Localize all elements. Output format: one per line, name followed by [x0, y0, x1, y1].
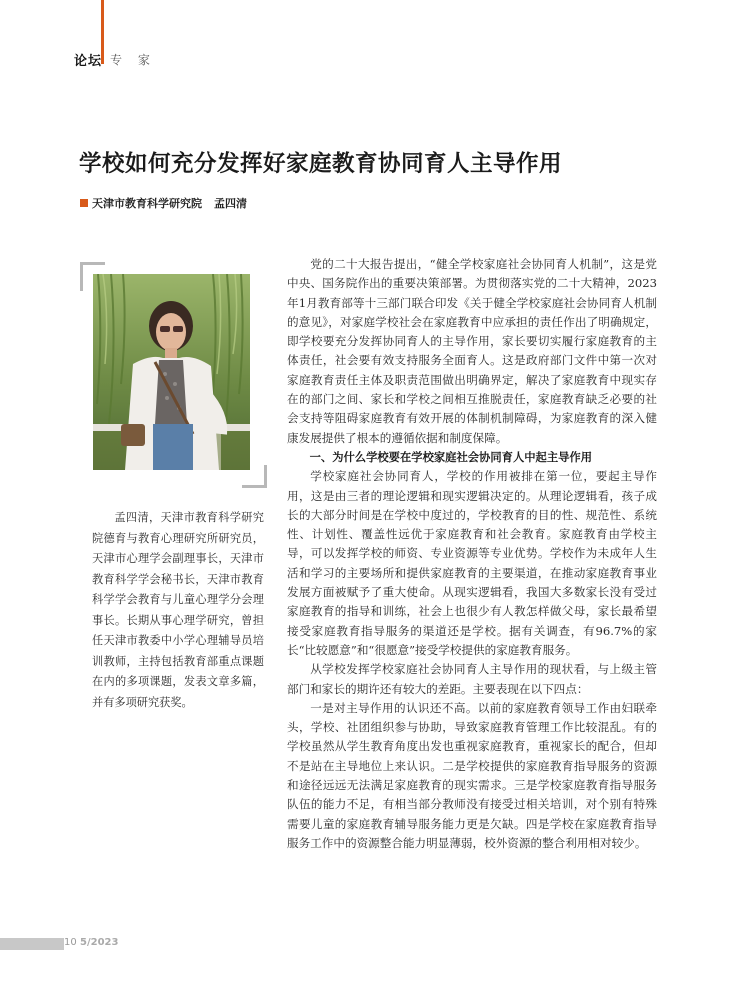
author-photo: [93, 274, 250, 470]
article-title: 学校如何充分发挥好家庭教育协同育人主导作用: [79, 151, 563, 177]
author-bio: [92, 508, 264, 713]
author-name: 孟四清: [214, 197, 247, 210]
section-sublabel: 专 家: [110, 53, 156, 67]
square-bullet-icon: [80, 199, 88, 207]
body-paragraph: 党的二十大报告提出，“健全学校家庭社会协同育人机制”，这是党中央、国务院作出的重要决策部署。为贯彻落实党的二十大精神，2023年1月教育部等十三部门联合印发《关于健全学校家庭社会协同育人机制的意见》，对家庭学校社会在家庭教育中应承担的责任作出了明确规定，即学校要充分发挥协同育人的主导作用，家长要切实履行家庭教育的主体责任，社会要有效支持服务全面育人。这是政府部门文件中第一次对家庭教育责任主体及职责范围做出明确界定，解决了家庭教育中现实存在的部门之间、家长和学校之间相互推脱责任，家庭教育缺乏必要的社会支持等阻碍家庭教育有效开展的体制机制障碍，为家庭教育的深入健康发展提供了根本的遵循依据和制度保障。: [287, 257, 657, 445]
author-bio-text: 孟四清，天津市教育科学研究院德育与教育心理研究所研究员，天津市心理学会副理事长，天津市教育科学学会秘书长，天津市教育科学学会教育与儿童心理学分会理事长。长期从事心理学研究，曾担任天津市教委中小学心理辅导员培训教师，主持包括教育部重点课题在内的多项课题，发表文章多篇，并有多项研究获奖。: [92, 511, 264, 709]
body-paragraph: 学校家庭社会协同育人，学校的作用被排在第一位，要起主导作用，这是由三者的理论逻辑和现实逻辑决定的。从理论逻辑看，孩子成长的大部分时间是在学校中度过的，学校教育的目的性、规范性、系统性、计划性、覆盖性远优于家庭教育和社会教育。家庭教育由学校主导，可以发挥学校的师资、专业资源等专业优势。学校作为未成年人生活和学习的主要场所和提供家庭教育的主要渠道，在推动家庭教育事业发展方面被赋予了重大使命。从现实逻辑看，我国大多数家长没有受过家庭教育的指导和训练，社会上也很少有人教怎样做父母，家长最希望接受家庭教育指导服务的渠道还是学校。据有关调查，有96.7%的家长“比较愿意”和“很愿意”接受学校提供的家庭教育服务。: [287, 469, 657, 657]
section-heading: 一、为什么学校要在学校家庭社会协同育人中起主导作用: [309, 450, 593, 464]
page-number: 10: [64, 937, 77, 948]
author-affiliation: 天津市教育科学研究院: [92, 197, 202, 210]
article-body: [287, 255, 657, 853]
footer-bar: [0, 938, 64, 950]
body-paragraph: 一是对主导作用的认识还不高。以前的家庭教育领导工作由妇联牵头，学校、社团组织参与协助，导致家庭教育管理工作比较混乱。有的学校虽然从学生教育角度出发也重视家庭教育，重视家长的配合，但却不是站在主导地位上来认识。二是学校提供的家庭教育指导服务的资源和途径远远无法满足家庭教育的现实需求。三是学校家庭教育指导服务队伍的能力不足，有相当部分教师没有接受过相关培训，对个别有特殊需要儿童的家庭教育辅导服务能力更是欠缺。四是学校在家庭教育指导服务工作中的资源整合能力明显薄弱，校外资源的整合利用相对较少。: [287, 700, 657, 850]
body-paragraph: 从学校发挥学校家庭社会协同育人主导作用的现状看，与上级主管部门和家长的期许还有较大的差距。主要表现在以下四点：: [287, 662, 657, 696]
section-label: 论坛: [74, 54, 103, 69]
issue-label: 5/2023: [80, 937, 119, 948]
author-line: [80, 195, 247, 211]
